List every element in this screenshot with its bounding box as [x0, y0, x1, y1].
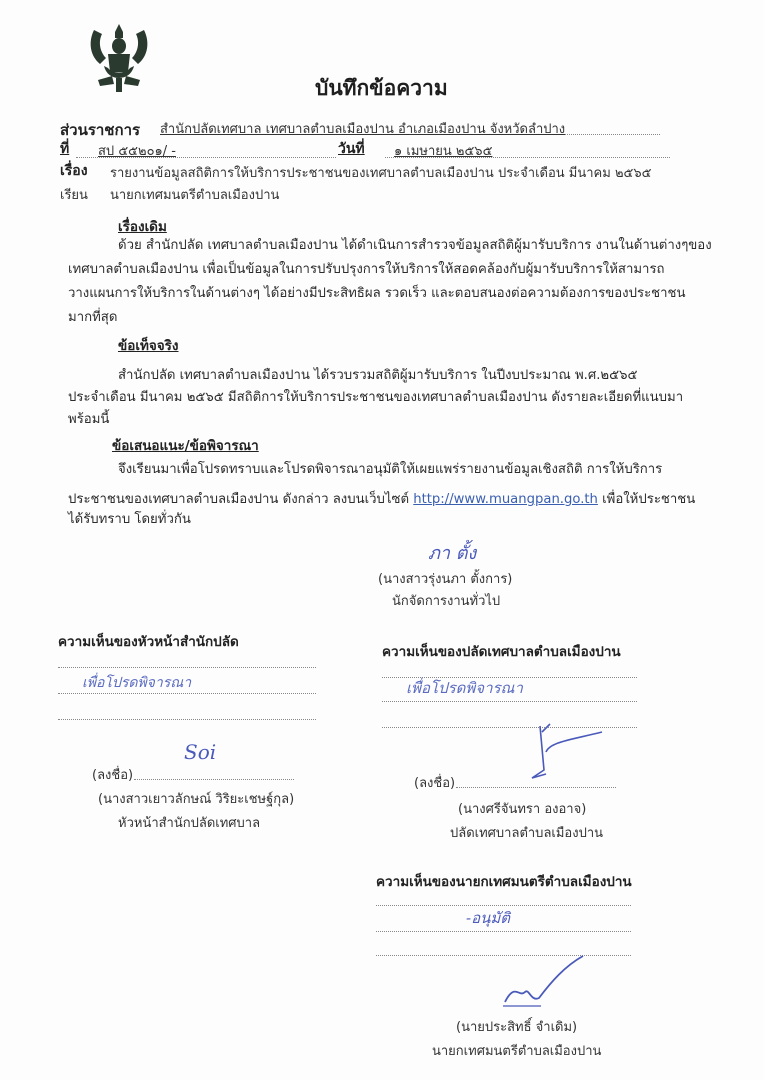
ref-label: ที่	[60, 141, 70, 157]
opinion-dotted-line	[58, 692, 316, 694]
date-label: วันที่	[338, 141, 365, 157]
deputy-handwritten-note: เพื่อโปรดพิจารณา	[406, 679, 523, 697]
deputy-name: (นางศรีจันทรา องอาจ)	[458, 802, 587, 817]
deputy-position: ปลัดเทศบาลตำบลเมืองปาน	[450, 826, 604, 841]
facts-line: พร้อมนี้	[68, 412, 110, 427]
mayor-name: (นายประสิทธิ์ จำเดิม)	[456, 1020, 578, 1035]
background-line: มากที่สุด	[68, 310, 118, 325]
ref-value: สป ๕๕๒๐๑/ -	[98, 144, 176, 159]
sign-label: (ลงชื่อ)	[414, 776, 456, 791]
opinion-dotted-line	[382, 700, 637, 702]
background-line: วางแผนการให้บริการในด้านต่างๆ ได้อย่างมีประสิทธิผล รวดเร็ว และตอบสนองต่อความต้องการของประชาชน	[68, 286, 686, 301]
proposal-line: จึงเรียนมาเพื่อโปรดทราบและโปรดพิจารณาอนุมัติให้เผยแพร่รายงานข้อมูลเชิงสถิติ การให้บริการ	[118, 462, 663, 477]
proposal-text: ประชาชนของเทศบาลตำบลเมืองปาน ดังกล่าว ลงบนเว็บไซต์	[68, 492, 414, 507]
mayor-position: นายกเทศมนตรีตำบลเมืองปาน	[432, 1044, 602, 1059]
to-label: เรียน	[60, 188, 88, 203]
to-value: นายกเทศมนตรีตำบลเมืองปาน	[110, 188, 280, 203]
signature-dotted-line	[456, 786, 616, 788]
opinion-dotted-line	[58, 666, 316, 668]
agency-value: สำนักปลัดเทศบาล เทศบาลตำบลเมืองปาน อำเภอเมืองปาน จังหวัดลำปาง	[160, 122, 566, 137]
mayor-signature	[495, 952, 595, 1012]
proposal-heading: ข้อเสนอแนะ/ข้อพิจารณา	[112, 438, 259, 454]
background-line: ด้วย สำนักปลัด เทศบาลตำบลเมืองปาน ได้ดำเนินการสำรวจข้อมูลสถิติผู้มารับบริการ งานในด้านต่างๆของ	[118, 238, 712, 253]
head-office-handwritten-note: เพื่อโปรดพิจารณา	[82, 675, 192, 691]
mayor-opinion-title: ความเห็นของนายกเทศมนตรีตำบลเมืองปาน	[376, 874, 632, 890]
proposal-text: เพื่อให้ประชาชน	[597, 492, 696, 507]
background-line: เทศบาลตำบลเมืองปาน เพื่อเป็นข้อมูลในการปรับปรุงการให้บริการให้สอดคล้องกับผู้มารับบริการให้สามารถ	[68, 262, 665, 277]
deputy-opinion-title: ความเห็นของปลัดเทศบาลตำบลเมืองปาน	[382, 644, 621, 660]
website-link[interactable]: http://www.muangpan.go.th	[413, 492, 598, 507]
opinion-dotted-line	[58, 718, 316, 720]
author-signature: ภา ตั้ง	[428, 543, 477, 564]
agency-label: ส่วนราชการ	[60, 121, 141, 139]
subject-label: เรื่อง	[60, 163, 88, 179]
mayor-handwritten-note: -อนุมัติ	[466, 909, 510, 927]
date-value: ๑ เมษายน ๒๕๖๕	[394, 144, 493, 159]
signature-dotted-line	[134, 778, 294, 780]
agency-dotted-line	[565, 133, 660, 135]
ref-dotted-line	[76, 156, 336, 158]
facts-heading: ข้อเท็จจริง	[118, 338, 179, 354]
facts-line: สำนักปลัด เทศบาลตำบลเมืองปาน ได้รวบรวมสถิติผู้มารับบริการ ในปีงบประมาณ พ.ศ.๒๕๖๕	[118, 368, 638, 383]
subject-value: รายงานข้อมูลสถิติการให้บริการประชาชนของเทศบาลตำบลเมืองปาน ประจำเดือน มีนาคม ๒๕๖๕	[110, 166, 652, 181]
head-office-name: (นางสาวเยาวลักษณ์ วิริยะเชษฐ์กุล)	[98, 792, 295, 807]
garuda-emblem-icon	[86, 22, 152, 94]
deputy-signature	[510, 722, 610, 782]
head-office-opinion-title: ความเห็นของหัวหน้าสำนักปลัด	[58, 634, 239, 650]
background-heading: เรื่องเดิม	[118, 219, 167, 235]
author-name: (นางสาวรุ่งนภา ตั้งการ)	[378, 572, 513, 587]
proposal-line: ได้รับทราบ โดยทั่วกัน	[68, 512, 191, 527]
head-office-position: หัวหน้าสำนักปลัดเทศบาล	[118, 816, 261, 831]
opinion-dotted-line	[376, 930, 631, 932]
page-title: บันทึกข้อความ	[315, 76, 448, 100]
date-dotted-line	[385, 156, 670, 158]
author-position: นักจัดการงานทั่วไป	[392, 594, 501, 609]
sign-label: (ลงชื่อ)	[92, 768, 134, 783]
head-office-signature: Soi	[184, 740, 217, 764]
facts-line: ประจำเดือน มีนาคม ๒๕๖๕ มีสถิติการให้บริการประชาชนของเทศบาลตำบลเมืองปาน ดังรายละเอียดที่แนบมา	[68, 390, 684, 405]
